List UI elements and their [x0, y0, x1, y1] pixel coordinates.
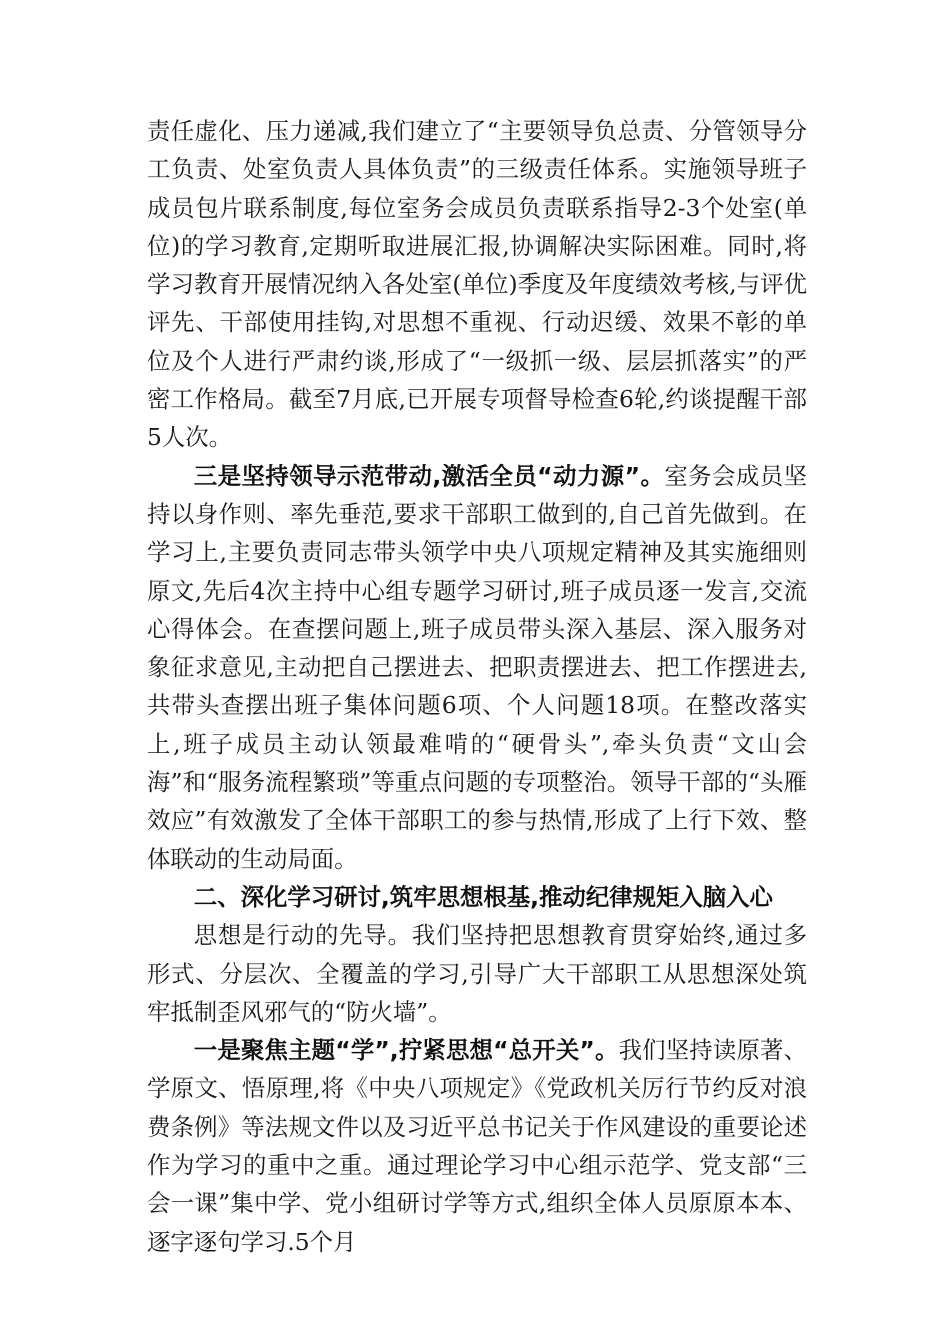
- section-heading-deepen-study: 二、深化学习研讨,筑牢思想根基,推动纪律规矩入脑入心: [193, 882, 773, 911]
- paragraph-leadership-example: [147, 457, 807, 878]
- document-page: [147, 112, 807, 1261]
- paragraph-body-focus-theme: 我们坚持读原著、学原文、悟原理,将《中央八项规定》《党政机关厉行节约反对浪费条例》等法规文件以及习近平总书记关于作风建设的重要论述作为学习的重中之重。通过理论学习中心组示范学、党支部“三会一课”集中学、党小组研讨学等方式,组织全体人员原原本本、逐字逐句学习.5个月: [147, 1036, 807, 1256]
- paragraph-body-leadership: 室务会成员坚持以身作则、率先垂范,要求干部职工做到的,自己首先做到。在学习上,主要负责同志带头领学中央八项规定精神及其实施细则原文,先后4次主持中心组专题学习研讨,班子成员逐一发言,交流心得体会。在查摆问题上,班子成员带头深入基层、深入服务对象征求意见,主动把自己摆进去、把职责摆进去、把工作摆进去,共带头查摆出班子集体问题6项、个人问题18项。在整改落实上,班子成员主动认领最难啃的“硬骨头”,牵头负责“文山会海”和“服务流程繁琐”等重点问题的专项整治。领导干部的“头雁效应”有效激发了全体干部职工的参与热情,形成了上行下效、整体联动的生动局面。: [147, 461, 807, 873]
- paragraph-responsibility-system: 责任虚化、压力递减,我们建立了“主要领导负总责、分管领导分工负责、处室负责人具体负责”的三级责任体系。实施领导班子成员包片联系制度,每位室务会成员负责联系指导2-3个处室(单位)的学习教育,定期听取进展汇报,协调解决实际困难。同时,将学习教育开展情况纳入各处室(单位)季度及年度绩效考核,与评优评先、干部使用挂钩,对思想不重视、行动迟缓、效果不彰的单位及个人进行严肃约谈,形成了“一级抓一级、层层抓落实”的严密工作格局。截至7月底,已开展专项督导检查6轮,约谈提醒干部5人次。: [147, 117, 807, 452]
- paragraph-thought-guide: 思想是行动的先导。我们坚持把思想教育贯穿始终,通过多形式、分层次、全覆盖的学习,引导广大干部职工从思想深处筑牢抵制歪风邪气的“防火墙”。: [147, 921, 807, 1026]
- paragraph-focus-theme: [147, 1031, 807, 1261]
- paragraph-lead-focus-theme: 一是聚焦主题“学”,拧紧思想“总开关”。: [193, 1036, 619, 1065]
- paragraph-lead-leadership: 三是坚持领导示范带动,激活全员“动力源”。: [193, 461, 665, 490]
